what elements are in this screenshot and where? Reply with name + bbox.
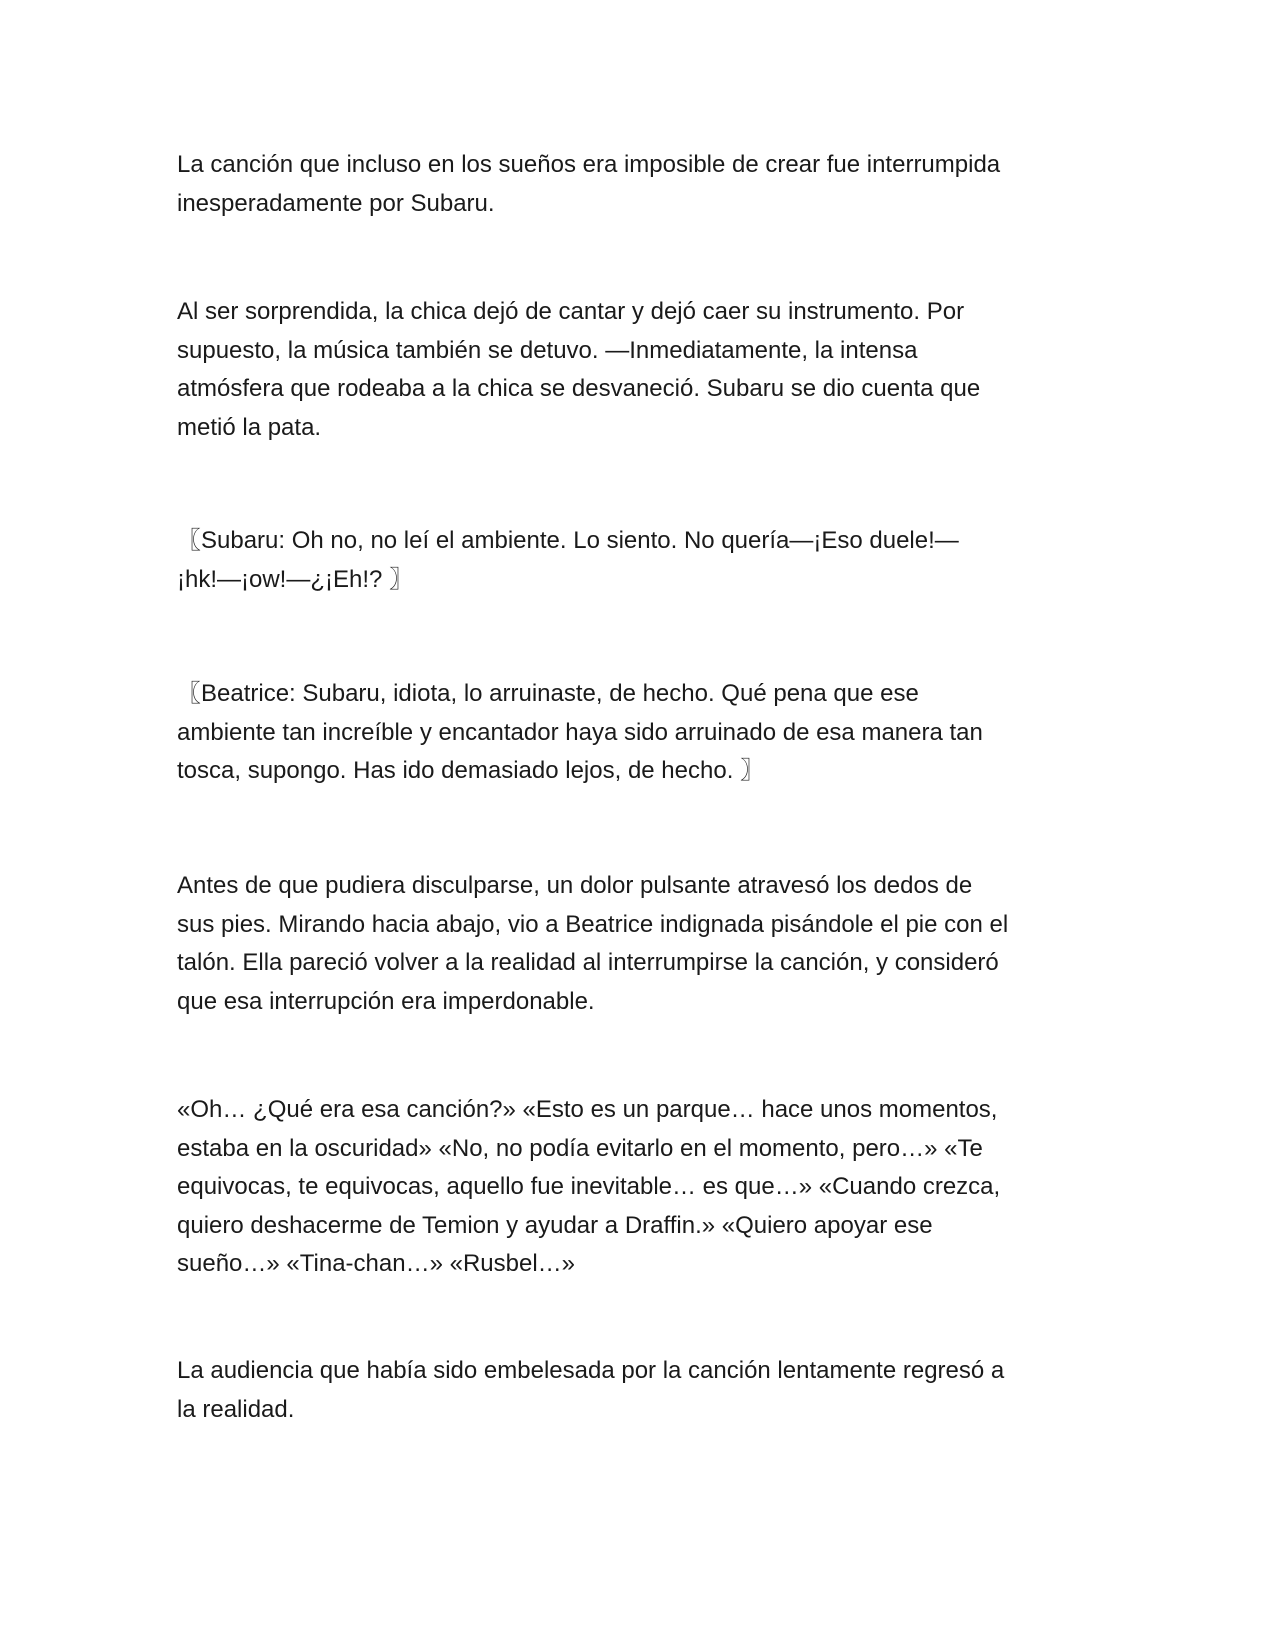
paragraph-narration-4: La audiencia que había sido embelesada por la canción lentamente regresó a la realidad. [177, 1357, 1005, 1423]
paragraph-narration-1: La canción que incluso en los sueños era imposible de crear fue interrumpida inesperadamente por Subaru. [177, 151, 1001, 217]
paragraph-audience-quotes: «Oh… ¿Qué era esa canción?» «Esto es un parque… hace unos momentos, estaba en la oscuridad» «No, no podía evitarlo en el momento, pero…» «Te equivocas, te equivocas, aquello fue inevitable… es que…» «Cuando crezca, quiero deshacerme de Temion y ayudar a Draffin.» «Quiero apoyar ese sueño…» «Tina-chan…» «Rusbel…» [177, 1096, 1001, 1277]
paragraph-dialogue-beatrice: 〖Beatrice: Subaru, idiota, lo arruinaste, de hecho. Qué pena que ese ambiente tan increíble y encantador haya sido arruinado de esa manera tan tosca, supongo. Has ido demasiado lejos, de hecho. 〗 [177, 680, 983, 784]
paragraph-narration-2: Al ser sorprendida, la chica dejó de cantar y dejó caer su instrumento. Por supuesto, la música también se detuvo. —Inmediatamente, la intensa atmósfera que rodeaba a la chica se desvaneció. Subaru se dio cuenta que metió la pata. [177, 298, 981, 441]
paragraph-dialogue-subaru: 〖Subaru: Oh no, no leí el ambiente. Lo siento. No quería—¡Eso duele!— ¡hk!—¡ow!—¿¡Eh!? 〗 [177, 527, 959, 593]
paragraph-narration-3: Antes de que pudiera disculparse, un dolor pulsante atravesó los dedos de sus pies. Mirando hacia abajo, vio a Beatrice indignada pisándole el pie con el talón. Ella pareció volver a la realidad al interrumpirse la canción, y consideró que esa interrupción era imperdonable. [177, 872, 1009, 1015]
